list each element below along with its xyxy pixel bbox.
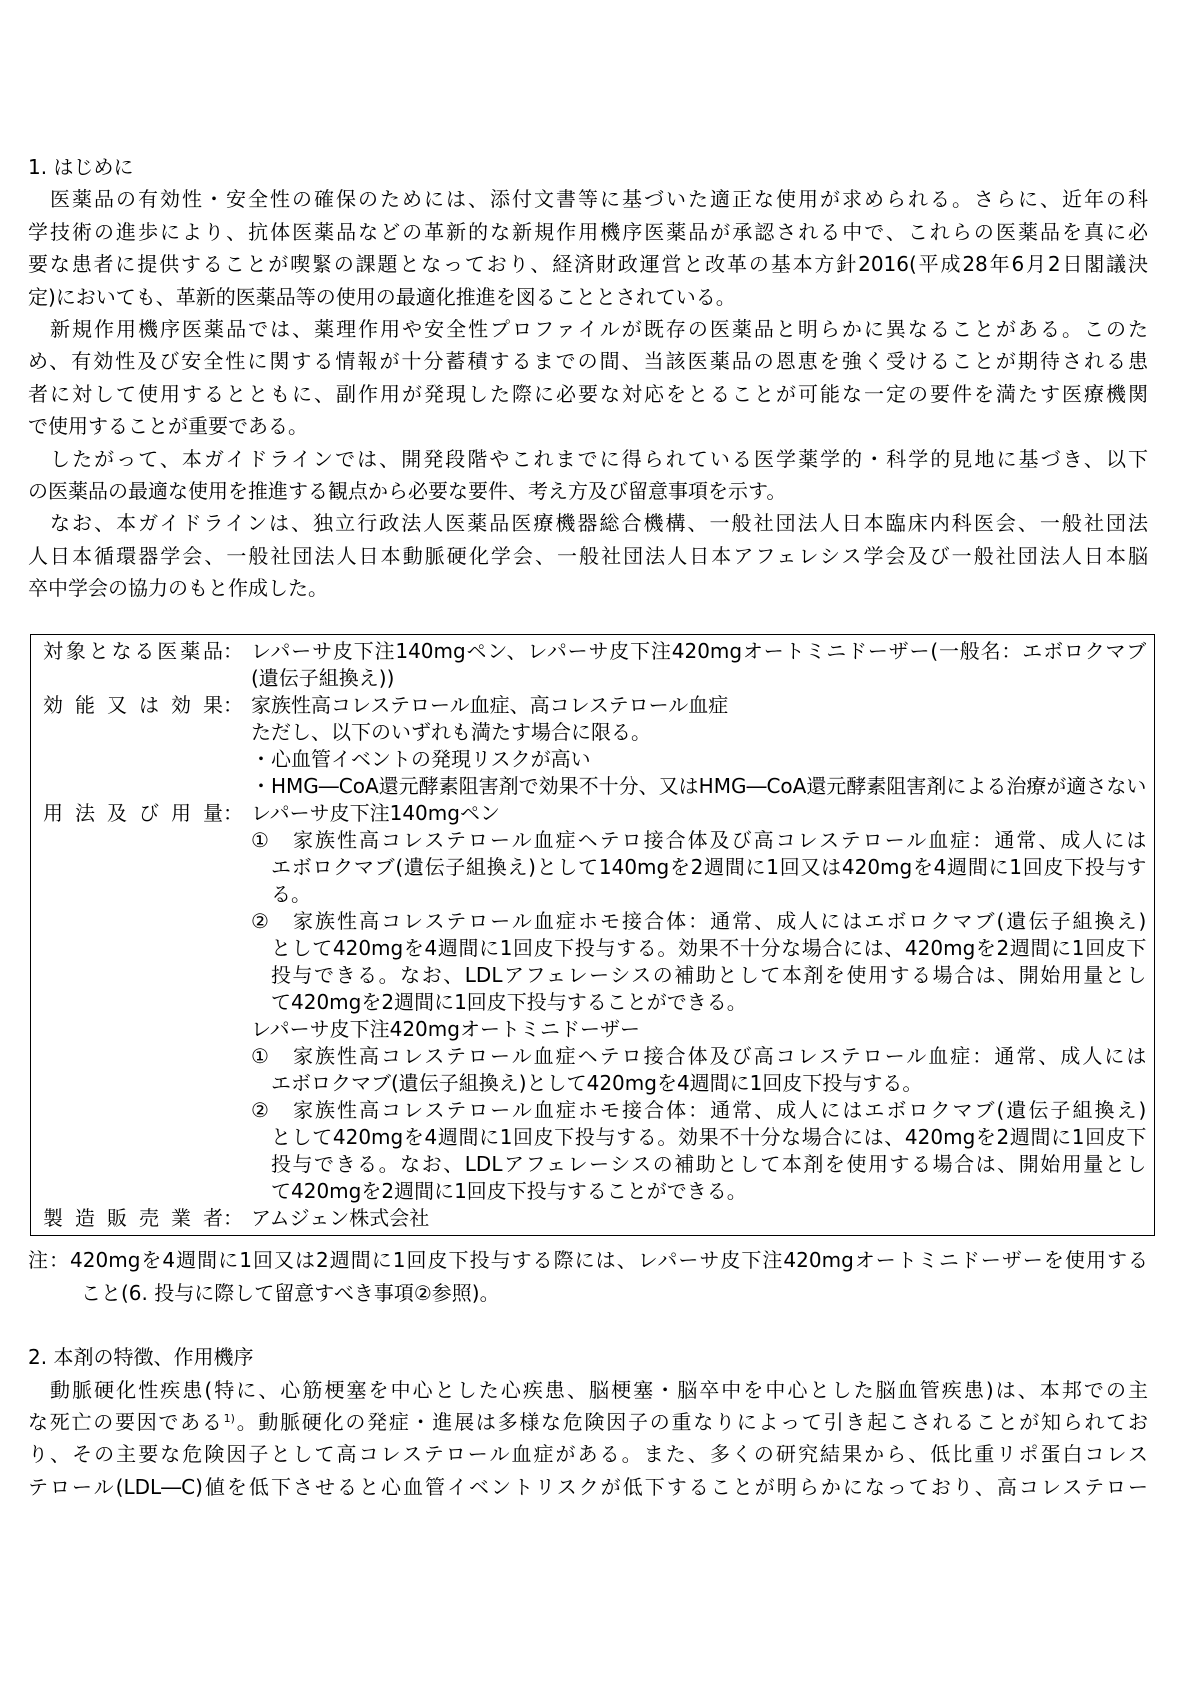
numbered-item-line: る。: [271, 882, 311, 907]
paragraph-line: 者に対して使用するとともに、副作用が発現した際に必要な対応をとることが可能な一定の要件を満たす医療機関: [28, 381, 1148, 406]
drug-info-row: [31, 638, 1154, 692]
numbered-item-line: て420mgを2週間に1回皮下投与することができる。: [271, 1179, 747, 1204]
numbered-item-line: ① 家族性高コレステロール血症ヘテロ接合体及び高コレステロール血症：通常、成人には: [251, 1044, 1147, 1069]
content-line: 家族性高コレステロール血症、高コレステロール血症: [251, 693, 729, 718]
numbered-item-line: ① 家族性高コレステロール血症ヘテロ接合体及び高コレステロール血症：通常、成人には: [251, 828, 1147, 853]
row-label-text: 対象となる医薬品: [43, 639, 223, 664]
content-line: レパーサ皮下注420mgオートミニドーザー: [251, 1017, 640, 1042]
paragraph: [28, 443, 1148, 508]
paragraph-line: 卒中学会の協力のもと作成した。: [28, 576, 328, 601]
numbered-item-line: として420mgを4週間に1回皮下投与する。効果不十分な場合には、420mgを2週間に1回皮下: [271, 936, 1147, 961]
content-line: ただし、以下のいずれも満たす場合に限る。: [251, 720, 651, 745]
paragraph: [28, 507, 1148, 604]
footnote-ref: 1): [223, 1412, 235, 1426]
paragraph-line: め、有効性及び安全性に関する情報が十分蓄積するまでの間、当該医薬品の恩恵を強く受けることが期待される患: [28, 349, 1148, 374]
numbered-item-line: ② 家族性高コレステロール血症ホモ接合体：通常、成人にはエボロクマブ(遺伝子組換え): [251, 909, 1147, 934]
document-page: [28, 151, 1148, 1503]
section-2-heading: 2. 本剤の特徴、作用機序: [28, 1345, 254, 1370]
paragraph-line: なお、本ガイドラインは、独立行政法人医薬品医療機器総合機構、一般社団法人日本臨床内科医会、一般社団法: [28, 511, 1148, 536]
paragraph-line: 学技術の進歩により、抗体医薬品などの革新的な新規作用機序医薬品が承認される中で、これらの医薬品を真に必: [28, 219, 1148, 244]
row-content: [251, 638, 1154, 692]
section-2: [28, 1341, 1148, 1503]
paragraph-line: [28, 1406, 1148, 1438]
paragraph-line: 医薬品の有効性・安全性の確保のためには、添付文書等に基づいた適正な使用が求められる。さらに、近年の科: [28, 187, 1148, 212]
content-line: ・心血管イベントの発現リスクが高い: [251, 747, 591, 772]
paragraph: [28, 183, 1148, 313]
colon: ：: [223, 801, 243, 826]
colon: ：: [223, 693, 243, 718]
content-line: レパーサ皮下注140mgペン: [251, 801, 500, 826]
paragraph-line: 人日本循環器学会、一般社団法人日本動脈硬化学会、一般社団法人日本アフェレシス学会及び一般社団法人日本脳: [28, 543, 1148, 568]
row-label-text: 製造販売業者: [43, 1206, 223, 1231]
drug-info-rows: [31, 635, 1154, 1235]
content-line: レパーサ皮下注140mgペン、レパーサ皮下注420mgオートミニドーザー(一般名：エボロクマブ: [251, 639, 1147, 664]
row-label: [31, 638, 251, 692]
numbered-item-line: エボロクマブ(遺伝子組換え)として140mgを2週間に1回又は420mgを4週間に1回皮下投与す: [271, 855, 1147, 880]
row-content: [251, 692, 1154, 800]
drug-info-row: [31, 692, 1154, 800]
content-line: ・HMG―CoA還元酵素阻害剤で効果不十分、又はHMG―CoA還元酵素阻害剤による治療が適さない: [251, 774, 1147, 799]
paragraph-line: 新規作用機序医薬品では、薬理作用や安全性プロファイルが既存の医薬品と明らかに異なることがある。このた: [28, 316, 1148, 341]
paragraph-line: 定)においても、革新的医薬品等の使用の最適化推進を図ることとされている。: [28, 284, 736, 309]
content-line: アムジェン株式会社: [251, 1206, 430, 1231]
row-content: [251, 1205, 1154, 1232]
drug-info-row: [31, 800, 1154, 1205]
numbered-item-line: エボロクマブ(遺伝子組換え)として420mgを4週間に1回皮下投与する。: [271, 1071, 923, 1096]
colon: ：: [223, 639, 243, 664]
section-1-body: [28, 183, 1148, 604]
paragraph-line: テロール(LDL―C)値を低下させると心血管イベントリスクが低下することが明らかになっており、高コレステロー: [28, 1474, 1148, 1499]
numbered-item-line: 投与できる。なお、LDLアフェレーシスの補助として本剤を使用する場合は、開始用量とし: [271, 1152, 1147, 1177]
note: [28, 1244, 1148, 1309]
paragraph-line: 要な患者に提供することが喫緊の課題となっており、経済財政運営と改革の基本方針2016(平成28年6月2日閣議決: [28, 252, 1148, 277]
row-content: [251, 800, 1154, 1205]
row-label-text: 用法及び用量: [43, 801, 223, 826]
text: 。動脈硬化の発症・進展は多様な危険因子の重なりによって引き起こされることが知られてお: [234, 1410, 1148, 1435]
row-label-text: 効能又は効果: [43, 693, 223, 718]
drug-info-box: [30, 634, 1155, 1236]
row-label: [31, 692, 251, 800]
row-label: [31, 800, 251, 1205]
drug-info-row: [31, 1205, 1154, 1232]
paragraph-line: したがって、本ガイドラインでは、開発段階やこれまでに得られている医学薬学的・科学的見地に基づき、以下: [28, 446, 1148, 471]
numbered-item-line: 投与できる。なお、LDLアフェレーシスの補助として本剤を使用する場合は、開始用量とし: [271, 963, 1147, 988]
numbered-item-line: ② 家族性高コレステロール血症ホモ接合体：通常、成人にはエボロクマブ(遺伝子組換え): [251, 1098, 1147, 1123]
paragraph-line: の医薬品の最適な使用を推進する観点から必要な要件、考え方及び留意事項を示す。: [28, 478, 787, 503]
paragraph-line: 動脈硬化性疾患(特に、心筋梗塞を中心とした心疾患、脳梗塞・脳卒中を中心とした脳血管疾患)は、本邦での主: [28, 1377, 1148, 1402]
paragraph-line: で使用することが重要である。: [28, 414, 308, 439]
numbered-item-line: て420mgを2週間に1回皮下投与することができる。: [271, 990, 747, 1015]
row-label: [31, 1205, 251, 1232]
text: な死亡の要因である: [28, 1410, 224, 1435]
colon: ：: [223, 1206, 243, 1231]
note-line: こと(6. 投与に際して留意すべき事項②参照)。: [81, 1280, 500, 1305]
note-line: 注：420mgを4週間に1回又は2週間に1回皮下投与する際には、レパーサ皮下注420mgオートミニドーザーを使用する: [28, 1248, 1148, 1273]
numbered-item-line: として420mgを4週間に1回皮下投与する。効果不十分な場合には、420mgを2週間に1回皮下: [271, 1125, 1147, 1150]
section-1-heading: 1. はじめに: [28, 155, 134, 179]
paragraph-line: り、その主要な危険因子として高コレステロール血症がある。また、多くの研究結果から、低比重リポ蛋白コレス: [28, 1442, 1148, 1467]
paragraph: [28, 313, 1148, 443]
content-line: (遺伝子組換え)): [251, 666, 395, 691]
